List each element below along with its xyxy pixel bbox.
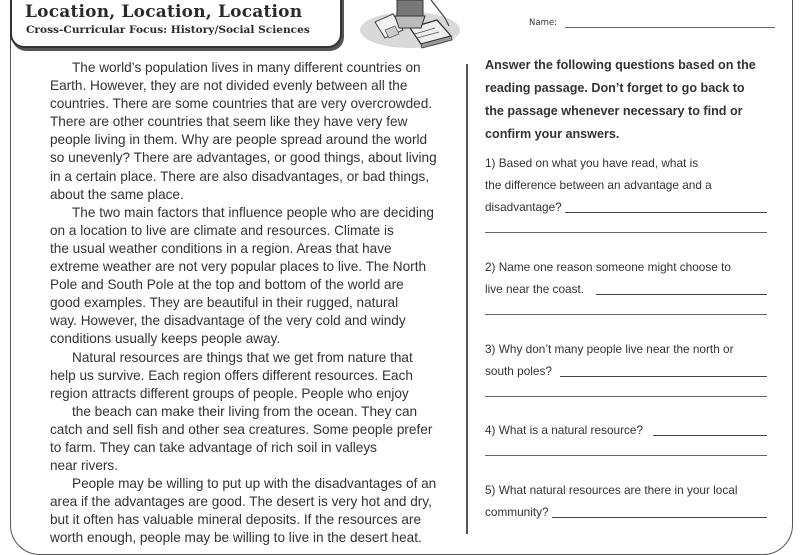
question-text: 1) Based on what you have read, what is: [485, 156, 699, 170]
answer-line[interactable]: [653, 421, 767, 436]
answer-line[interactable]: [596, 280, 767, 295]
passage-paragraph: [28, 204, 458, 349]
answer-line[interactable]: [485, 382, 767, 397]
answer-line[interactable]: [560, 362, 767, 377]
passage-line: conditions usually keeps people away.: [50, 331, 281, 347]
answer-line[interactable]: [552, 503, 767, 518]
passage-line: about the same place.: [50, 186, 184, 202]
column-divider: [466, 64, 468, 534]
passage-line: on a location to live are climate and resources. Climate is: [50, 222, 394, 238]
passage-line: worth enough, people may be willing to live in the desert heat.: [50, 530, 422, 546]
passage-line: near rivers.: [50, 458, 118, 474]
passage-line: people living in them. Why are people spread around the world: [50, 132, 428, 148]
name-label: Name:: [529, 18, 557, 28]
passage-line: countries. There are some countries that are very overcrowded.: [50, 96, 433, 112]
passage-paragraph: [28, 475, 458, 547]
passage-line: People may be willing to put up with the disadvantages of an: [72, 476, 437, 492]
question-text: live near the coast.: [485, 282, 585, 296]
question-text: the difference between an advantage and a: [485, 178, 712, 192]
question-2: [485, 256, 767, 315]
question-text: disadvantage?: [485, 200, 562, 214]
passage-line: region attracts different groups of people. People who enjoy: [50, 385, 409, 401]
question-text: south poles?: [485, 364, 552, 378]
answer-line[interactable]: [485, 300, 767, 315]
passage-line: Pole and South Pole at the top and bottom of the world are: [50, 277, 404, 293]
passage-line: help us survive. Each region offers different resources. Each: [50, 367, 413, 383]
name-field[interactable]: [529, 18, 775, 28]
passage-line: way. However, the disadvantage of the very cold and windy: [50, 313, 406, 329]
passage-line: There are other countries that seem like they have very few: [50, 114, 408, 130]
name-input-line[interactable]: [565, 19, 775, 28]
question-instructions: [485, 54, 785, 146]
instructions-line: reading passage. Don’t forget to go back to: [485, 81, 745, 95]
answer-line[interactable]: [565, 198, 767, 213]
passage-line: The world’s population lives in many different countries on: [72, 60, 421, 75]
passage-line: to farm. They can take advantage of rich soil in valleys: [50, 439, 377, 455]
passage-line: extreme weather are not very popular places to live. The North: [50, 259, 427, 275]
passage-line: the beach can make their living from the ocean. They can: [72, 403, 418, 419]
instructions-line: Answer the following questions based on the: [485, 58, 756, 72]
passage-line: area if the advantages are good. The desert is very hot and dry,: [50, 494, 432, 510]
title-box: [10, 0, 342, 48]
question-1: [485, 152, 767, 233]
passage-line: good examples. They are beautiful in their rugged, natural: [50, 295, 399, 311]
question-4: [485, 419, 767, 456]
passage-line: the usual weather conditions in a region. Areas that have: [50, 240, 392, 256]
books-clipart-icon: [355, 0, 465, 50]
page-subtitle: Cross-Curricular Focus: History/Social Sciences: [26, 24, 310, 36]
passage-paragraph: [28, 349, 458, 476]
question-text: community?: [485, 505, 549, 519]
passage-line: The two main factors that influence people who are deciding: [72, 204, 434, 220]
question-text: 2) Name one reason someone might choose to: [485, 260, 731, 274]
passage-line: so unevenly? There are advantages, or good things, about living: [50, 150, 437, 166]
instructions-line: confirm your answers.: [485, 127, 620, 141]
question-text: 4) What is a natural resource?: [485, 423, 644, 437]
question-5: [485, 479, 767, 523]
question-text: 5) What natural resources are there in your local: [485, 483, 738, 497]
question-3: [485, 338, 767, 397]
answer-line[interactable]: [485, 218, 767, 233]
instructions-line: the passage whenever necessary to find or: [485, 104, 743, 118]
question-text: 3) Why don’t many people live near the north or: [485, 342, 734, 356]
passage-paragraph: [28, 59, 458, 204]
passage-line: catch and sell fish and other sea creatures. Some people prefer: [50, 421, 433, 437]
passage-line: but it often has valuable mineral deposits. If the resources are: [50, 512, 422, 528]
passage-line: Natural resources are things that we get from nature that: [72, 349, 413, 365]
passage-line: Earth. However, they are not divided evenly between all the: [50, 78, 408, 94]
answer-line[interactable]: [485, 441, 767, 456]
page-title: Location, Location, Location: [25, 2, 303, 22]
passage-line: in a certain place. There are also disadvantages, or bad things,: [50, 168, 430, 184]
reading-passage: [28, 59, 458, 548]
